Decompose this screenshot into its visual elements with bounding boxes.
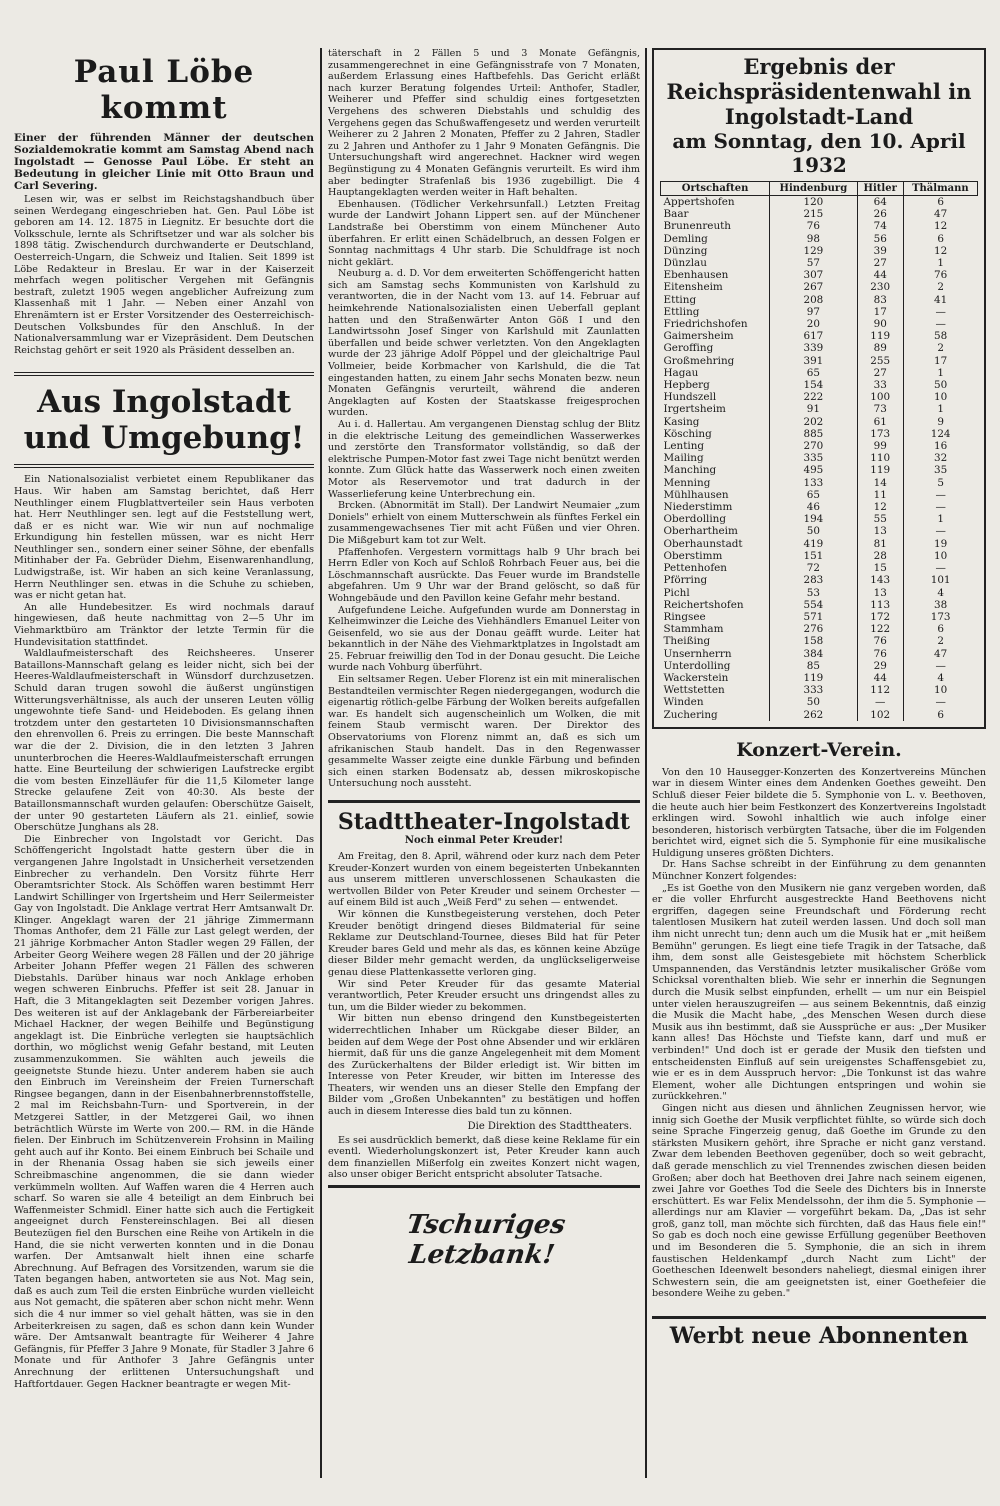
table-cell-votes: 19 [934, 537, 948, 550]
table-cell-votes: 1 [937, 403, 944, 416]
table-cell-votes: 83 [857, 294, 903, 306]
table-cell-votes: 85 [770, 660, 858, 672]
table-row [661, 342, 978, 354]
table-cell-place: Pförring [661, 574, 770, 586]
table-cell-votes: 50 [770, 696, 858, 708]
table-cell-place: Mailing [661, 452, 770, 464]
table-cell-votes: 215 [770, 208, 858, 220]
article-regen: Ein seltsamer Regen. Ueber Florenz ist ein mit mineralischen Bestandteilen vermischter Regen niedergegangen, wodurch die eigenartig rötlich-gelbe Färbung der Wolken bereits aufgefallen war. Es handelt sich augenscheinlich um Wolken, die mit feinem Staub vermischt waren. Der Direktor des Observatoriums von Florenz nimmt an, daß es sich um afrikanischen Staub handelt. Das in den Regenwasser gesammelte Wasser zeigte eine dunkle Färbung und befinden sich einen starken Bodensatz ab, dessen mikroskopische Untersuchung noch aussteht. [328, 674, 640, 790]
table-row [661, 489, 978, 501]
table-cell-place: Manching [661, 464, 770, 476]
article-waldlauf: Waldlaufmeisterschaft des Reichsheeres. Unserer Bataillons-Mannschaft gelang es leider nicht, sich bei der Heeres-Waldlaufmeisterschaft in Wünsdorf durchzusetzen. Schuld daran trugen sowohl die äußerst ungünstigen Witterungsverhältnisse, als auch der unseren Leuten völlig ungewohnte tiefe Sand- und Heideboden. Es gelang ihnen trotzdem unter den gestarteten 10 Divisionsmannschaften den ehrenvollen 6. Preis zu erringen. Die beste Mannschaft war die der 2. Division, die in den letzten 3 Jahren ununterbrochen die Heeres-Waldlaufmeisterschaft errungen hatte. Eine Beurteilung der schwierigen Laufstrecke ergibt die vom besten Einzelläufer für die 11,5 Kilometer lange Strecke gelaufene Zeit von 40:30. Als beste der Bataillonsmannschaft wurden gelaufen: Oberschütze Gaiselt, der unter 90 gestarteten Läufern als 21. einlief, sowie Oberschütze Junghans als 28. [14, 648, 314, 834]
table-cell-place: Pichl [661, 587, 770, 599]
column-middle [328, 48, 640, 1488]
table-cell-votes: 172 [857, 611, 903, 623]
table-cell-votes: 119 [857, 464, 903, 476]
table-row [661, 562, 978, 574]
table-row [661, 587, 978, 599]
table-cell-votes: 61 [857, 416, 903, 428]
konzert-p1: Von den 10 Hausegger-Konzerten des Konzertvereins München war in diesem Winter eines dem Andenken Goethes geweiht. Den Schluß dieser Feier bildete die 5. Symphonie von L. v. Beethoven, die heute auch hier beim Festkonzert des Konzertvereins Ingolstadt erklingen wird. Sowohl inhaltlich wie auch infolge einer besonderen, historisch verbürgten Tatsache, über die im Folgenden berichtet wird, eignet sich die 5. Symphonie für eine musikalische Huldigung unseres größten Dichters. [652, 766, 986, 859]
table-cell-place: Winden [661, 696, 770, 708]
table-cell-votes: 50 [934, 379, 948, 392]
table-cell-votes: 47 [934, 208, 948, 221]
table-cell-votes: 119 [770, 672, 858, 684]
theater-p2: Wir können die Kunstbegeisterung verstehen, doch Peter Kreuder benötigt dringend dieses Bildmaterial für seine Reklame zur Deutschland-Tournee, dieses Bild hat für Peter Kreuder bares Geld und mehr als das, es können keine Abzüge dieser Bilder mehr gemacht werden, da unglückseligerweise genau diese Plattenkassette verloren ging. [328, 908, 640, 978]
table-cell-votes: 74 [857, 220, 903, 232]
table-cell-votes: 97 [770, 306, 858, 318]
table-cell-votes: 384 [770, 648, 858, 660]
table-cell-votes: 17 [934, 354, 948, 367]
table-cell-votes: 13 [857, 525, 903, 537]
table-cell-place: Lenting [661, 440, 770, 452]
table-cell-votes: 46 [770, 501, 858, 513]
table-row [661, 306, 978, 318]
theater-subheadline: Noch einmal Peter Kreuder! [404, 835, 564, 846]
column-rule [320, 48, 322, 1478]
loebe-headline: Paul Löbe kommt [73, 54, 255, 126]
table-cell-place: Oberdolling [661, 513, 770, 525]
table-row [661, 403, 978, 415]
table-cell-votes: — [935, 305, 946, 318]
table-cell-votes: — [935, 696, 946, 709]
table-cell-votes: 64 [857, 196, 903, 209]
table-cell-votes: 2 [937, 281, 944, 294]
table-cell-place: Baar [661, 208, 770, 220]
election-box [652, 48, 986, 729]
table-cell-place: Ringsee [661, 611, 770, 623]
table-cell-votes: 270 [770, 440, 858, 452]
ingolstadt-section-title: Aus Ingolstadt und Umgebung! [23, 384, 305, 457]
article-pfaffenhofen: Pfaffenhofen. Vergestern vormittags halb 9 Uhr brach bei Herrn Edler von Koch auf Schloß Rohrbach Feuer aus, bei die Löschmannschaft ausrückte. Das Feuer wurde im Brandstelle abgefahren. Um 9 Uhr war der Brand gelöscht, so daß für Wohngebäude und den Pavillon keine Gefahr mehr bestand. [328, 546, 640, 604]
table-cell-votes: 6 [937, 232, 944, 245]
table-cell-votes: 151 [770, 550, 858, 562]
table-cell-votes: 12 [934, 244, 948, 257]
table-row [661, 660, 978, 672]
table-row [661, 318, 978, 330]
table-cell-place: Kasing [661, 416, 770, 428]
table-cell-votes: 122 [857, 623, 903, 635]
table-cell-votes: 10 [934, 684, 948, 697]
table-cell-place: Kösching [661, 428, 770, 440]
ingolstadt-section-header [14, 372, 314, 468]
table-cell-place: Unterdolling [661, 660, 770, 672]
theater-p4: Wir bitten nun ebenso dringend den Kunstbegeisterten widerrechtlichen Inhaber um Rückgabe dieser Bilder, an beiden auf dem Wege der Post ohne Absender und wir erklären hiermit, daß für uns die ganze Angelegenheit mit dem Moment des Zurückerhaltens der Bilder erledigt ist. Wir bitten im Interesse von Peter Kreuder, wir bitten im Interesse des Theaters, wir wenden uns an dieser Stelle den Empfang der Bilder vom „Großen Unbekannten" zu bestätigen und hoffen auch in diesem Interesse dies bald tun zu können. [328, 1013, 640, 1118]
table-cell-place: Mühlhausen [661, 489, 770, 501]
table-cell-votes: 617 [770, 330, 858, 342]
table-cell-votes: 335 [770, 452, 858, 464]
table-cell-votes: — [935, 318, 946, 331]
table-cell-votes: 47 [934, 647, 948, 660]
konzert-p3: „Es ist Goethe von den Musikern nie ganz vergeben worden, daß er die voller Ehrfurcht ausgestreckte Hand Beethovens nicht ergriffen, dagegen seine Freundschaft und Förderung recht talentlosen Musikern hat zuteil werden lassen. Und doch soll man ihm nicht unrecht tun; denn auch um die Musik hat er „mit heißem Bemühn" gerungen. Es liegt eine tiefe Tragik in der Tatsache, daß ihm, dem sonst alle Geistesgebiete mit höchstem Scherblick Umspannenden, das Verständnis letzter musikalischer Größe vom Schicksal vorenthalten blieb. Wie sehr er innerhin die Segnungen durch die Musik selbst einpfunden, erhellt — um nur ein Beispiel unter vielen herauszugreifen — aus seinem Bekenntnis, daß einzig die Musik die Macht habe, „des Menschen Wesen durch diese Musik aus ihn bestimmt, daß sie Aussprüche er aus: „Der Musiker kann alles! Das Höchste und Tiefste kann, darf und muß er verbinden!" Und doch ist er gerade der Musik den tiefsten und entscheidensten Einfluß auf sein ureigenstes Schaffensgebiet zu, wie er es in dem Ausspruch hervor: „Die Tonkunst ist das wahre Element, woher alle Dichtungen entspringen und wohin sie zurückkehren." [652, 882, 986, 1103]
table-row [661, 208, 978, 220]
article-einbrecher: Die Einbrecher von Ingolstadt vor Gericht. Das Schöffengericht Ingolstadt hatte gestern über die in vergangenen Jahre Ingolstadt in Unsicherheit versetzenden Einbrecher zu verhandeln. Den Vorsitz führte Herr Oberamtsrichter Stock. Als Schöffen waren bestimmt Herr Landwirt Schillinger von Irgertsheim und Herr Seilermeister Gay von Ingolstadt. Die Anklage vertrat Herr Amtsanwalt Dr. Klinger. Angeklagt waren der 21 jährige Zimmermann Thomas Anthofer, dem 21 Fälle zur Last gelegt werden, der 21 jährige Korbmacher Anton Stadler wegen 29 Fällen, der Arbeiter Georg Weihere wegen 28 Fällen und der 20 jährige Arbeiter Johann Pfeffer wegen 21 Fällen des schweren Diebstahls. Darüber hinaus war noch Anklage erhoben wegen schweren Einbruchs. Pfeffer ist seit 28. Januar in Haft, die 3 Mitangeklagten seit Dezember vorigen Jahres. Des weiteren ist auf der Anklagebank der Färbereiarbeiter Michael Hackner, der wegen Beihilfe und Begünstigung angeklagt ist. Die Einbrüche verlegten sie hauptsächlich dorthin, wo möglichst wenig Gefahr bestand, mit Leuten zusammenzukommen. Sie wählten auch jeweils die geeignetste Stunde hiezu. Unter anderem haben sie auch den Einbruch im Vereinsheim der Freien Turnerschaft Ringsee begangen, dann in der Eisenbahnerbrennstoffstelle, 2 mal im Reichsbahn-Turn- und Sportverein, in der Metzgerei Sattler, in der Metzgerei Gail, wo ihnen beträchtlich Würste im Werte von 200.— RM. in die Hände fielen. Der Einbruch im Schützenverein Frohsinn in Mailing geht auch auf ihr Konto. Bei einem Einbruch bei Schaile und in der Rhenania Ossag haben sie sich jeweils einer Schreibmaschine angenommen, die sie dann wieder verkümmeln wollten. Auf Waffen waren die 4 Herren auch scharf. So waren sie alle 4 beteiligt an dem Einbruch bei Waffenmeister Schmidl. Einer hatte sich auch die Fertigkeit angeeignet durch Fenstereinschlagen. Bei all diesen Beutezügen fiel den Burschen eine Reihe von Artikeln in die Hand, die sie nicht verwerten konnten und in die Donau warfen. Der Amtsanwalt hielt ihnen eine scharfe Abrechnung. Auf Befragen des Vorsitzenden, warum sie die Taten begangen haben, antworteten sie aus Not. Mag sein, daß es auch zum Teil die ersten Einbrüche wurden vielleicht aus Not gemacht, die späteren aber schon nicht mehr. Wenn sich die 4 nur immer so viel gehalt hätten, was sie in den Arbeiterkreisen zu sagen, daß es schon dann kein Wunder wäre. Der Amtsanwalt beantragte für Weiherer 4 Jahre Gefängnis, für Pfeffer 3 Jahre 9 Monate, für Stadler 3 Jahre 6 Monate und für Anthofer 3 Jahre Gefängnis unter Anrechnung der erlittenen Untersuchungshaft und Haftfortdauer. Gegen Hackner beantragte er wegen Mit- [14, 833, 314, 1390]
table-cell-votes: 38 [934, 598, 948, 611]
table-header: Thälmann [903, 182, 977, 196]
table-cell-votes: 9 [937, 415, 944, 428]
table-cell-votes: — [935, 525, 946, 538]
table-cell-place: Demling [661, 233, 770, 245]
table-cell-votes: 120 [770, 196, 858, 209]
table-cell-votes: 333 [770, 684, 858, 696]
table-cell-place: Eitensheim [661, 281, 770, 293]
table-row [661, 220, 978, 232]
table-cell-votes: 91 [770, 403, 858, 415]
theater-note: Es sei ausdrücklich bemerkt, daß diese keine Reklame für ein eventl. Wiederholungskonzert ist, Peter Kreuder kann auch dem finanziellen Mißerfolg ein zweites Konzert nicht wagen, also unser obiger Bericht entspricht absoluter Tatsache. [328, 1134, 640, 1181]
table-cell-votes: 76 [770, 220, 858, 232]
table-cell-votes: 13 [857, 587, 903, 599]
table-row [661, 367, 978, 379]
table-cell-votes: 202 [770, 416, 858, 428]
table-cell-votes: 262 [770, 709, 858, 721]
table-row [661, 391, 978, 403]
table-cell-votes: 90 [857, 318, 903, 330]
table-cell-votes: 283 [770, 574, 858, 586]
article-hundebesitzer: An alle Hundebesitzer. Es wird nochmals darauf hingewiesen, daß heute nachmittag von 2—5 Uhr im Viehmarktbüro am Tränktor der letzte Termin für die Hundevisitation stattfindet. [14, 601, 314, 648]
table-row [661, 196, 978, 209]
table-row [661, 550, 978, 562]
table-cell-votes: 73 [857, 403, 903, 415]
theater-p1: Am Freitag, den 8. April, während oder kurz nach dem Peter Kreuder-Konzert wurden von einem begeisterten Unbekannten aus unserem mittleren unverschlossenen Schaukasten die wertvollen Bilder von Peter Kreuder und seinem Orchester — auf einem Bild ist auch „Weiß Ferd" zu sehen — entwendet. [328, 851, 640, 909]
loebe-body: Lesen wir, was er selbst im Reichstagshandbuch über seinen Werdegang eingeschrieben hat. Gen. Paul Löbe ist geboren am 14. 12. 1875 in Liegnitz. Er besuchte dort die Volksschule, lernte als Schriftsetzer und war als solcher bis 1898 tätig. Zwischendurch durchwanderte er Deutschland, Oesterreich-Ungarn, die Schweiz und Italien. Seit 1899 ist Löbe Redakteur in Breslau. Er war in der Kaiserzeit mehrfach wegen politischer Vergehen mit Gefängnis bestraft, zuletzt 1905 wegen angeblicher Aufreizung zum Klassenhaß mit 1 Jahr. — Neben einer Anzahl von Ehrenämtern ist er Erster Vorsitzender des Oesterreichisch-Deutschen Volksbundes für den Anschluß. In der Nationalversammlung war er Vizepräsident. Dem Deutschen Reichstag gehört er seit 1920 als Präsident desselben an. [14, 194, 314, 356]
table-cell-votes: 20 [770, 318, 858, 330]
table-cell-votes: 255 [857, 355, 903, 367]
table-cell-place: Pettenhofen [661, 562, 770, 574]
table-cell-place: Gaimersheim [661, 330, 770, 342]
column-left [14, 48, 314, 1488]
table-header: Hindenburg [770, 182, 858, 196]
theater-headline: Stadttheater-Ingolstadt [337, 809, 631, 835]
table-row [661, 452, 978, 464]
table-cell-votes: 16 [934, 440, 948, 453]
table-row [661, 379, 978, 391]
table-cell-votes: 11 [857, 489, 903, 501]
table-cell-votes: 41 [934, 293, 948, 306]
table-cell-place: Hundszell [661, 391, 770, 403]
table-cell-votes: — [935, 659, 946, 672]
table-cell-votes: 10 [934, 391, 948, 404]
table-cell-place: Großmehring [661, 355, 770, 367]
table-cell-votes: 14 [857, 477, 903, 489]
table-cell-votes: 58 [934, 330, 948, 343]
table-cell-place: Stammham [661, 623, 770, 635]
election-table [660, 181, 978, 721]
table-row [661, 611, 978, 623]
table-cell-votes: 6 [937, 708, 944, 721]
table-cell-votes: 419 [770, 538, 858, 550]
table-cell-votes: 5 [937, 476, 944, 489]
table-cell-votes: 39 [857, 245, 903, 257]
table-cell-votes: 15 [857, 562, 903, 574]
table-cell-votes: 101 [930, 574, 951, 587]
table-cell-votes: 129 [770, 245, 858, 257]
table-header: Hitler [857, 182, 903, 196]
table-cell-votes: 33 [857, 379, 903, 391]
table-cell-votes: — [857, 696, 903, 708]
article-leiche: Aufgefundene Leiche. Aufgefunden wurde am Donnerstag in Kelheimwinzer die Leiche des Viehhändlers Emanuel Leiter von Geisenfeld, wo sie aus der Donau geäfft wurde. Leiter hat bekanntlich in der Nähe des Viehmarktplatzes in Ingolstadt am 25. Februar freiwillig den Tod in der Donau gesucht. Die Leiche wurde nach Vohburg überführt. [328, 604, 640, 674]
table-cell-votes: 12 [857, 501, 903, 513]
article-republikaner: Ein Nationalsozialist verbietet einem Republikaner das Haus. Wir haben am Samstag berichtet, daß Herr Neuthlinger einem Flugblattverteiler sein Haus verboten hat. Herr Neuthlinger sen. legt auf die Feststellung wert, daß er es nicht war. Wie wir nun auf nochmalige Erkundigung hin festellen müssen, war es nicht Herr Neuthlinger sen., sondern einer seiner Söhne, der ebenfalls Mitinhaber der Fa. Gebrüder Diehm, Eisenwarenhandlung, Ludwigstraße, ist. Wir haben an sich keine Veranlassung, Herrn Neuthlinger sen. etwas in die Schuhe zu schieben, was er nicht getan hat. [14, 474, 314, 602]
table-row [661, 428, 978, 440]
table-row [661, 538, 978, 550]
theater-signature: Die Direktion des Stadttheaters. [467, 1120, 632, 1132]
table-row [661, 355, 978, 367]
table-cell-votes: 222 [770, 391, 858, 403]
table-row [661, 635, 978, 647]
table-cell-place: Etting [661, 294, 770, 306]
article-hallertau: Au i. d. Hallertau. Am vergangenen Dienstag schlug der Blitz in die elektrische Leitung des gemeindlichen Wasserwerkes und zerstörte den Transformator vollständig, so daß der elektrische Pumpen-Motor fast zwei Tage nicht benützt werden konnte. Zum Glück hatte das Wasserwerk noch einen zweiten Motor als Reservemotor und trat dadurch in der Wasserlieferung keine Unterbrechung ein. [328, 419, 640, 500]
konzert-headline: Konzert-Verein. [736, 738, 902, 761]
table-cell-votes: 28 [857, 550, 903, 562]
table-cell-votes: 29 [857, 660, 903, 672]
table-cell-votes: 4 [937, 671, 944, 684]
table-cell-votes: 27 [857, 367, 903, 379]
table-cell-votes: 2 [937, 342, 944, 355]
table-cell-place: Menning [661, 477, 770, 489]
table-cell-place: Dünzing [661, 245, 770, 257]
election-date: am Sonntag, den 10. April 1932 [672, 129, 966, 177]
table-cell-place: Appertshofen [661, 196, 770, 209]
article-neuburg: Neuburg a. d. D. Vor dem erweiterten Schöffengericht hatten sich am Samstag sechs Kommunisten von Karlshuld zu verantworten, die in der Nacht vom 13. auf 14. Februar auf heimkehrende Nationalsozialisten einen Ueberfall geplant hatten und den Straßenwärter Anton Göß I und den Landwirtssohn Josef Singer von Karlshuld mit Zaunlatten überfallen und beide schwer verletzten. Von den Angeklagten wurde der 23 jährige Adolf Pöppel und der gleichaltrige Paul Vollmeier, beide Korbmacher von Karlshuld, die die Tat eingestanden hatten, zu einem Jahr sechs Monaten bezw. neun Monaten Gefängnis verurteilt, während die anderen Angeklagten auf Kosten der Staatskasse freigesprochen wurden. [328, 268, 640, 419]
table-cell-votes: 112 [857, 684, 903, 696]
table-cell-votes: 110 [857, 452, 903, 464]
table-cell-place: Dünzlau [661, 257, 770, 269]
table-cell-place: Hagau [661, 367, 770, 379]
table-row [661, 440, 978, 452]
table-row [661, 623, 978, 635]
table-cell-votes: 2 [937, 635, 944, 648]
table-row [661, 294, 978, 306]
table-cell-votes: 100 [857, 391, 903, 403]
table-cell-place: Irgertsheim [661, 403, 770, 415]
article-einbrecher-cont: täterschaft in 2 Fällen 5 und 3 Monate Gefängnis, zusammengerechnet in eine Gefängnisstrafe von 7 Monaten, außerdem Erlassung eines Haftbefehls. Das Gericht erläßt nach kurzer Beratung folgendes Urteil: Anthofer, Stadler, Weiherer und Pfeffer sind schuldig eines fortgesetzten Vergehens des schweren Diebstahls und schuldig des Vergehens gegen das Schußwaffengesetz und werden verurteilt Weiherer zu 2 Jahren 2 Monaten, Pfeffer zu 2 Jahren, Stadler zu 2 Jahren und Anthofer zu 1 Jahr 9 Monaten Gefängnis. Die Untersuchungshaft wird angerechnet. Hackner wird wegen Begünstigung zu 4 Monaten Gefängnis verurteilt. Es wird ihm aber bedingter Strafenlaß bis 1936 zugebilligt. Die 4 Hauptangeklagten werden weiter in Haft behalten. [328, 48, 640, 199]
table-cell-votes: 10 [934, 549, 948, 562]
election-title: Ergebnis der Reichspräsidentenwahl in Ingolstadt-Land [666, 54, 972, 129]
table-cell-votes: 554 [770, 599, 858, 611]
werbt-abonnenten: Werbt neue Abonnenten [652, 1316, 986, 1349]
table-row [661, 281, 978, 293]
table-cell-votes: 113 [857, 599, 903, 611]
table-cell-place: Wackerstein [661, 672, 770, 684]
loebe-lead: Einer der führenden Männer der deutschen Sozialdemokratie kommt am Samstag Abend nach Ingolstadt — Genosse Paul Löbe. Er steht an Bedeutung in gleicher Linie mit Otto Braun und Carl Severing. [14, 132, 314, 192]
table-row [661, 525, 978, 537]
table-cell-votes: 339 [770, 342, 858, 354]
table-cell-votes: 72 [770, 562, 858, 574]
table-cell-votes: 267 [770, 281, 858, 293]
table-cell-votes: 81 [857, 538, 903, 550]
table-cell-place: Unsernherrn [661, 648, 770, 660]
table-cell-votes: 76 [857, 635, 903, 647]
table-cell-place: Hepberg [661, 379, 770, 391]
table-cell-votes: 50 [770, 525, 858, 537]
table-cell-votes: 53 [770, 587, 858, 599]
table-cell-place: Ebenhausen [661, 269, 770, 281]
table-cell-votes: 194 [770, 513, 858, 525]
table-cell-votes: 1 [937, 257, 944, 270]
table-cell-votes: 1 [937, 366, 944, 379]
article-abnormitaet: Brcken. (Abnormität im Stall). Der Landwirt Neumaier „zum Doniels" erhielt von einem Mutterschwein als fünftes Ferkel ein zusammengewachsenes Tier mit acht Füßen und vier Ohren. Die Mißgeburt kam tot zur Welt. [328, 500, 640, 546]
table-cell-place: Friedrichshofen [661, 318, 770, 330]
table-cell-place: Niederstimm [661, 501, 770, 513]
table-cell-votes: 89 [857, 342, 903, 354]
table-row [661, 696, 978, 708]
table-cell-votes: 885 [770, 428, 858, 440]
table-cell-place: Zuchering [661, 709, 770, 721]
theater-box [328, 800, 640, 1188]
table-row [661, 501, 978, 513]
table-cell-votes: 56 [857, 233, 903, 245]
table-cell-votes: 391 [770, 355, 858, 367]
konzert-p2: Dr. Hans Sachse schreibt in der Einführung zu dem genannten Münchner Konzert folgendes: [652, 859, 986, 883]
table-cell-place: Geroffing [661, 342, 770, 354]
table-cell-votes: 571 [770, 611, 858, 623]
table-cell-votes: — [935, 501, 946, 514]
table-cell-votes: 158 [770, 635, 858, 647]
table-row [661, 464, 978, 476]
table-row [661, 477, 978, 489]
table-cell-votes: 44 [857, 269, 903, 281]
table-cell-place: Oberhartheim [661, 525, 770, 537]
table-cell-votes: 57 [770, 257, 858, 269]
table-cell-votes: 276 [770, 623, 858, 635]
theater-p3: Wir sind Peter Kreuder für das gesamte Material verantwortlich, Peter Kreuder ersucht uns dringendst alles zu tun, um die Bilder wieder zu bekommen. [328, 978, 640, 1013]
table-cell-votes: — [935, 488, 946, 501]
table-cell-votes: 230 [857, 281, 903, 293]
table-cell-votes: 102 [857, 709, 903, 721]
table-cell-votes: 173 [930, 610, 951, 623]
table-cell-votes: 143 [857, 574, 903, 586]
konzert-p4: Gingen nicht aus diesen und ähnlichen Zeugnissen hervor, wie innig sich Goethe der Musik verpflichtet fühlte, so würde sich doch seine Sprache Fingerzeig genug, daß Goethe im Grunde zu den stärksten Musikern gehört, ihre Sprache er nicht ganz verstand. Zwar dem lebenden Beethoven gegenüber, doch so weit gebracht, daß gerade menschlich zu viel Trennendes zwischen diesen beiden Großen; aber doch hat Beethoven drei Jahre nach seinem eigenen, zwei Jahre vor Goethes Tod die Seele des Dichters bis in Innerste erschüttert. Es war Felix Mendelssohn, der ihm die 5. Symphonie — allerdings nur am Klavier — vorgeführt bekam. Da, „Das ist sehr groß, ganz toll, man möchte sich fürchten, daß das Haus fiele ein!" So gab es doch noch eine gewisse Erfüllung gegenüber Beethoven und im Besonderen die 5. Symphonie, die an sich in ihrem faustischen Heldenkampf „durch Nacht zum Licht" der Goetheschen Ideenwelt besonders naheliegt, diesmal einigen ihrer Schwestern sein, die am geeignetsten ist, einer Goethefeier die besondere Weihe zu geben." [652, 1102, 986, 1300]
table-cell-votes: 76 [934, 269, 948, 282]
table-cell-votes: 27 [857, 257, 903, 269]
table-cell-place: Theißing [661, 635, 770, 647]
table-cell-place: Wettstetten [661, 684, 770, 696]
table-cell-votes: 17 [857, 306, 903, 318]
table-row [661, 574, 978, 586]
column-right [652, 48, 986, 1488]
table-row [661, 672, 978, 684]
table-row [661, 233, 978, 245]
table-cell-votes: 208 [770, 294, 858, 306]
table-cell-votes: 32 [934, 452, 948, 465]
table-cell-votes: 55 [857, 513, 903, 525]
table-header: Ortschaften [661, 182, 770, 196]
table-cell-votes: 495 [770, 464, 858, 476]
table-cell-votes: 119 [857, 330, 903, 342]
table-row [661, 709, 978, 721]
table-cell-votes: 154 [770, 379, 858, 391]
table-row [661, 648, 978, 660]
table-cell-votes: 6 [937, 623, 944, 636]
table-cell-place: Oberhaunstadt [661, 538, 770, 550]
table-cell-votes: 35 [934, 464, 948, 477]
table-row [661, 684, 978, 696]
table-cell-votes: 76 [857, 648, 903, 660]
table-cell-place: Oberstimm [661, 550, 770, 562]
table-row [661, 513, 978, 525]
table-cell-votes: 65 [770, 367, 858, 379]
table-cell-votes: 6 [937, 196, 944, 208]
table-cell-votes: 65 [770, 489, 858, 501]
table-row [661, 599, 978, 611]
table-cell-votes: 133 [770, 477, 858, 489]
table-row [661, 416, 978, 428]
table-row [661, 245, 978, 257]
table-row [661, 269, 978, 281]
table-cell-votes: 1 [937, 513, 944, 526]
script-slogan: Tschuriges Letzbank! [404, 1210, 568, 1271]
table-cell-place: Ettling [661, 306, 770, 318]
table-cell-votes: 173 [857, 428, 903, 440]
column-rule [645, 48, 647, 1478]
table-cell-votes: 44 [857, 672, 903, 684]
table-cell-place: Brunenreuth [661, 220, 770, 232]
table-cell-votes: 124 [930, 427, 951, 440]
table-row [661, 257, 978, 269]
table-cell-place: Reichertshofen [661, 599, 770, 611]
table-cell-votes: 4 [937, 586, 944, 599]
table-cell-votes: 12 [934, 220, 948, 233]
article-ebenhausen: Ebenhausen. (Tödlicher Verkehrsunfall.) Letzten Freitag wurde der Landwirt Johann Lippert sen. auf der Münchener Landstraße bei Oberstimm von einem Münchener Auto überfahren. Er erlitt einen Schädelbruch, an dessen Folgen er Sonntag nachmittags 4 Uhr starb. Die Schuldfrage ist noch nicht geklärt. [328, 198, 640, 268]
table-cell-votes: 26 [857, 208, 903, 220]
table-cell-votes: — [935, 562, 946, 575]
table-row [661, 330, 978, 342]
table-cell-votes: 307 [770, 269, 858, 281]
table-cell-votes: 99 [857, 440, 903, 452]
table-cell-votes: 98 [770, 233, 858, 245]
